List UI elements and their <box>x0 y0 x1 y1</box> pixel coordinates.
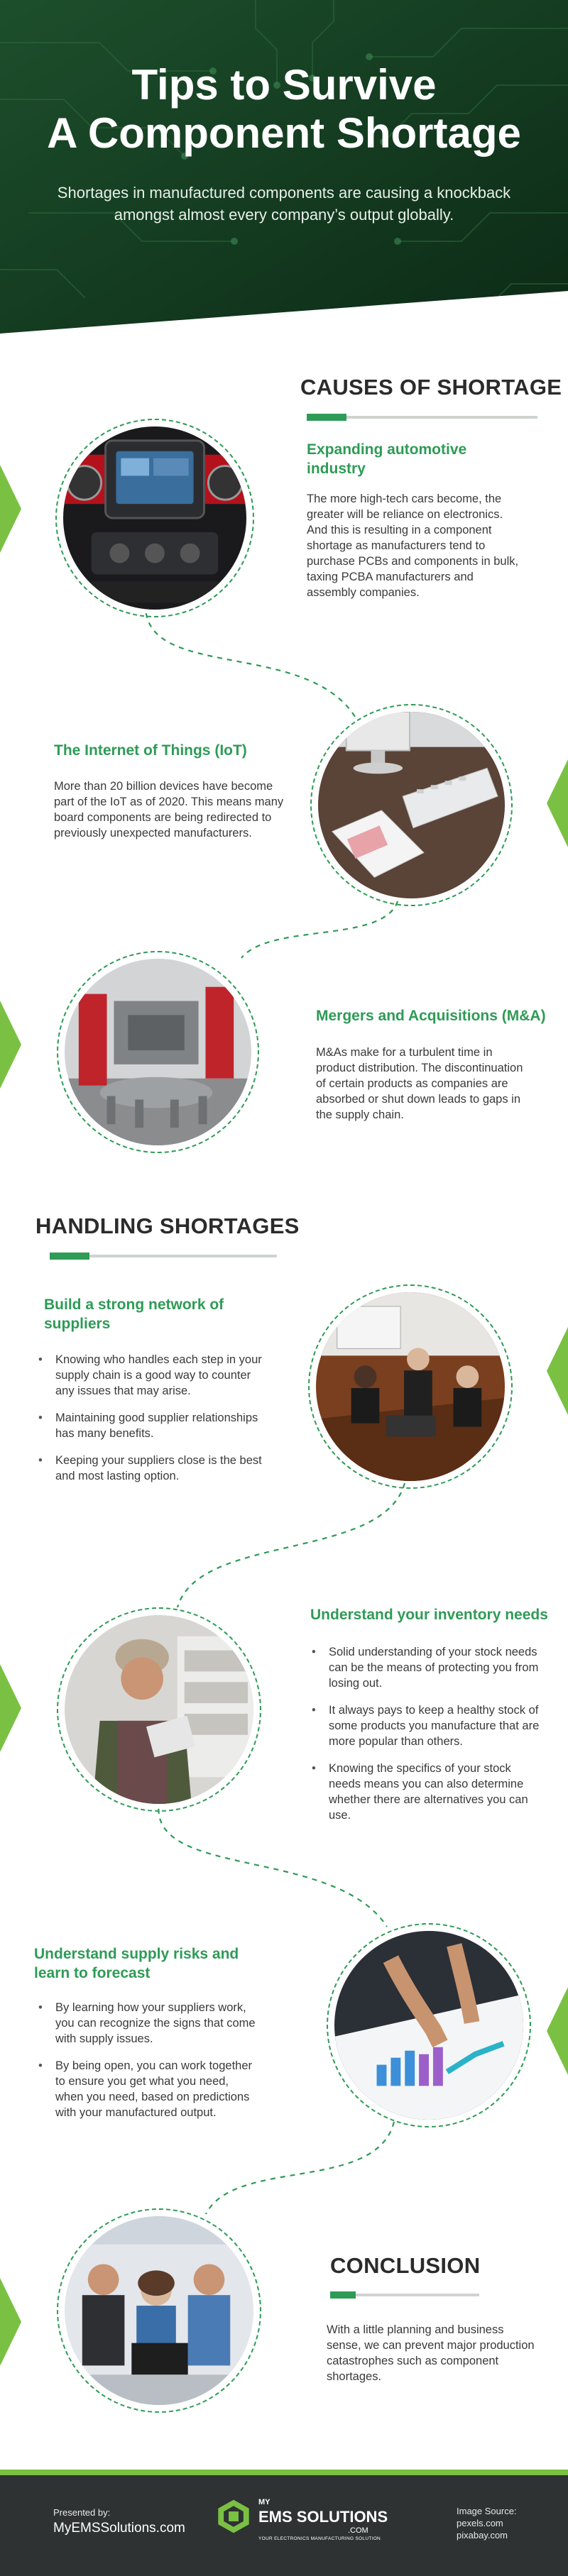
accent-triangle <box>0 1001 21 1089</box>
financial-charts-photo <box>327 1923 531 2128</box>
title-line-1: Tips to Survive <box>131 61 437 109</box>
cause-body-automotive: The more high-tech cars become, the greater will be reliance on electronics. And this is resulting in a component shortage as manufacturers tend to purchase PCBs and components in bulk, taxing PCBA manufacturers and assembly companies. <box>307 492 519 599</box>
warehouse-worker-photo <box>57 1607 261 1812</box>
business-meeting-photo <box>308 1284 513 1489</box>
accent-triangle <box>0 465 21 553</box>
handling-bullets-forecast <box>37 2000 257 2132</box>
desk-computer-photo <box>310 704 513 906</box>
cause-title-automotive: Expanding automotive industry <box>307 441 467 477</box>
presented-site: MyEMSSolutions.com <box>53 2521 185 2536</box>
bullet-item: • Solid understanding of your stock needs can be the means of protecting you from losing out. <box>310 1644 545 1691</box>
bullet-item: • Keeping your suppliers close is the best and most lasting option. <box>37 1453 264 1484</box>
logo-my: MY <box>258 2498 271 2506</box>
accent-triangle <box>547 759 568 847</box>
accent-triangle <box>0 2278 21 2366</box>
logo-main: EMS SOLUTIONS <box>258 2508 388 2526</box>
car-dashboard-photo <box>55 419 254 617</box>
causes-heading: CAUSES OF SHORTAGE <box>300 375 562 400</box>
cause-title-mergers: Mergers and Acquisitions (M&A) <box>316 1008 546 1024</box>
handling-title-suppliers: Build a strong network of suppliers <box>44 1297 224 1332</box>
presented-label: Presented by: <box>53 2507 111 2518</box>
hero-diagonal-edge <box>0 0 568 341</box>
accent-triangle <box>0 1664 21 1752</box>
handling-title-inventory: Understand your inventory needs <box>310 1607 548 1623</box>
conclusion-heading: CONCLUSION <box>330 2253 481 2278</box>
accent-triangle <box>547 1327 568 1415</box>
causes-underline <box>307 416 537 419</box>
conclusion-underline <box>330 2294 479 2296</box>
title-line-2: A Component Shortage <box>47 109 521 157</box>
bullet-item: • Knowing who handles each step in your supply chain is a good way to counter any issues that may arise. <box>37 1352 264 1399</box>
ems-logo-icon <box>215 2498 252 2535</box>
logo-tagline: YOUR ELECTRONICS MANUFACTURING SOLUTION <box>258 2536 381 2541</box>
source-label: Image Source: <box>457 2506 517 2516</box>
logo-com: .COM <box>348 2526 368 2535</box>
accent-triangle <box>547 1987 568 2075</box>
handling-underline <box>50 1255 277 1257</box>
bullet-item: • By being open, you can work together to ensure you get what you need, when you need, based on predictions with your manufactured output. <box>37 2058 257 2120</box>
source-pexels: pexels.com <box>457 2518 503 2528</box>
cause-title-iot: The Internet of Things (IoT) <box>54 742 247 759</box>
bullet-item: • Maintaining good supplier relationships has many benefits. <box>37 1410 264 1441</box>
bullet-item: • It always pays to keep a healthy stock of some products you manufacture that are more popular than others. <box>310 1702 545 1749</box>
factory-machinery-photo <box>57 951 259 1153</box>
handling-title-forecast: Understand supply risks and learn to forecast <box>34 1946 239 1981</box>
handling-bullets-inventory <box>310 1644 545 1834</box>
handling-bullets-suppliers <box>37 1352 264 1495</box>
footer-accent-strip <box>0 2470 568 2475</box>
cause-body-iot: More than 20 billion devices have become part of the IoT as of 2020. This means many board components are being redirected to previously unexpected manufacturers. <box>54 780 284 840</box>
cause-body-mergers: M&As make for a turbulent time in product distribution. The discontinuation of certain products as companies are absorbed or shut down leads to gaps in the supply chain. <box>316 1046 523 1121</box>
footer <box>0 2470 568 2576</box>
handling-heading: HANDLING SHORTAGES <box>36 1213 300 1238</box>
source-pixabay: pixabay.com <box>457 2530 508 2541</box>
engineers-lab-photo <box>57 2208 261 2413</box>
bullet-item: • By learning how your suppliers work, you can recognize the signs that come with supply issues. <box>37 2000 257 2047</box>
bullet-item: • Knowing the specifics of your stock needs means you can also determine whether there are alternatives you can use. <box>310 1761 545 1823</box>
conclusion-body: With a little planning and business sense, we can prevent major production catastrophes such as component shortages. <box>327 2323 535 2383</box>
page-subtitle: Shortages in manufactured components are causing a knockback amongst almost every company’s output globally. <box>57 184 511 224</box>
